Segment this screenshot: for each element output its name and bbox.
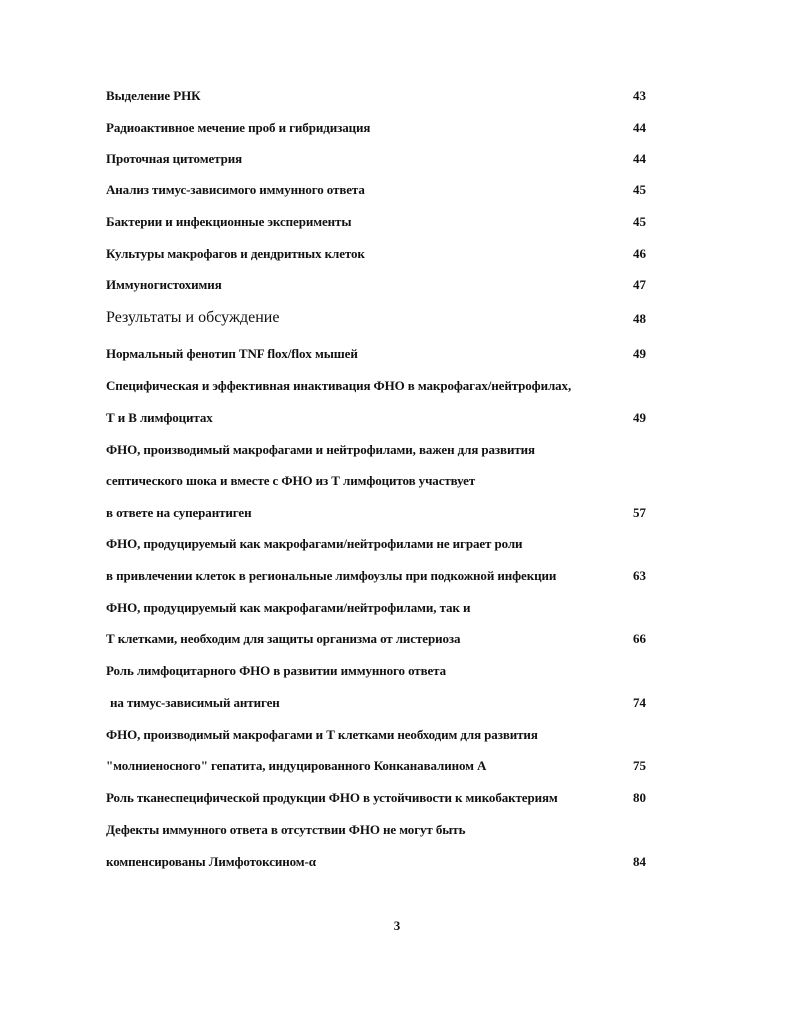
toc-entry-title: в ответе на суперантиген xyxy=(106,505,252,520)
toc-entry-page: 75 xyxy=(633,758,646,773)
toc-entry-title: Анализ тимус-зависимого иммунного ответа xyxy=(106,182,365,197)
toc-entry-title: септического шока и вместе с ФНО из Т лимфоцитов участвует xyxy=(106,473,476,488)
toc-entry-page: 44 xyxy=(633,120,646,135)
toc-entry-title: Иммуногистохимия xyxy=(106,277,222,292)
toc-entry-page: 84 xyxy=(633,854,646,869)
toc-entry-title: Т и В лимфоцитах xyxy=(106,410,213,425)
toc-entry-title: Дефекты иммунного ответа в отсутствии ФНО не могут быть xyxy=(106,822,466,837)
toc-entry-title: на тимус-зависимый антиген xyxy=(110,695,280,710)
toc-entry-page: 45 xyxy=(633,214,646,229)
toc-entry-page: 80 xyxy=(633,790,646,805)
toc-entry-title: ФНО, производимый макрофагами и нейтрофилами, важен для развития xyxy=(106,442,535,457)
toc-entry-title: Нормальный фенотип TNF flox/flox мышей xyxy=(106,346,358,361)
toc-entry-title: Специфическая и эффективная инактивация ФНО в макрофагах/нейтрофилах, xyxy=(106,378,572,393)
toc-entry-title: "молниеносного" гепатита, индуцированного Конканавалином А xyxy=(106,758,487,773)
toc-entry-title: ФНО, производимый макрофагами и Т клетками необходим для развития xyxy=(106,727,538,742)
toc-entry-page: 66 xyxy=(633,631,646,646)
page-number: 3 xyxy=(393,918,401,933)
toc-entry-title: Бактерии и инфекционные эксперименты xyxy=(106,214,352,229)
toc-entry-page: 45 xyxy=(633,182,646,197)
toc-section-heading: Результаты и обсуждение xyxy=(106,309,280,326)
toc-entry-page: 44 xyxy=(633,151,646,166)
toc-entry-page: 48 xyxy=(633,311,646,326)
toc-entry-title: компенсированы Лимфотоксином-α xyxy=(106,854,316,869)
toc-entry-title: Проточная цитометрия xyxy=(106,151,243,166)
toc-entry-title: Радиоактивное мечение проб и гибридизация xyxy=(106,120,371,135)
toc-entry-page: 43 xyxy=(633,88,646,103)
toc-entry-title: Т клетками, необходим для защиты организма от листериоза xyxy=(106,631,461,646)
toc-entry-page: 63 xyxy=(633,568,646,583)
toc-entry-title: в привлечении клеток в региональные лимфоузлы при подкожной инфекции xyxy=(106,568,557,583)
toc-entry-title: Роль тканеспецифической продукции ФНО в устойчивости к микобактериям xyxy=(106,790,558,805)
toc-entry-page: 57 xyxy=(633,505,646,520)
toc-entry-title: ФНО, продуцируемый как макрофагами/нейтрофилами не играет роли xyxy=(106,536,523,551)
toc-entry-page: 49 xyxy=(633,346,646,361)
toc-entry-page: 47 xyxy=(633,277,646,292)
toc-entry-title: ФНО, продуцируемый как макрофагами/нейтрофилами, так и xyxy=(106,600,471,615)
toc-entry-title: Культуры макрофагов и дендритных клеток xyxy=(106,246,365,261)
toc-entry-title: Роль лимфоцитарного ФНО в развитии иммунного ответа xyxy=(106,663,447,678)
toc-entry-page: 74 xyxy=(633,695,646,710)
toc-entry-title: Выделение РНК xyxy=(106,88,201,103)
toc-entry-page: 46 xyxy=(633,246,646,261)
toc-entry-page: 49 xyxy=(633,410,646,425)
